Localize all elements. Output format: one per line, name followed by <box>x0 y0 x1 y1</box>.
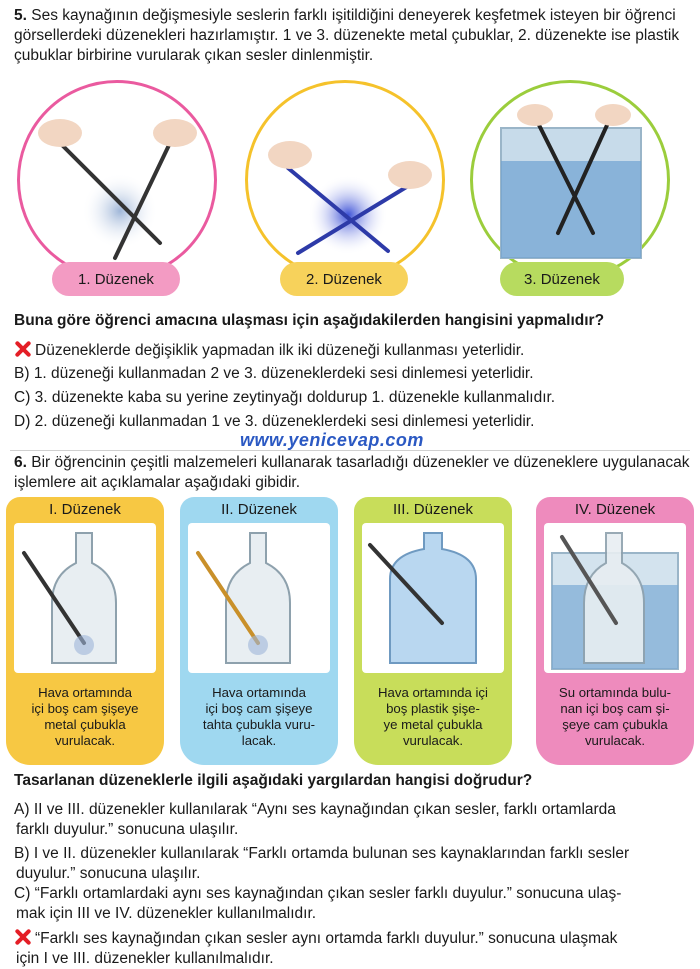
plastic-rods-illustration <box>248 83 442 277</box>
q5-option-a[interactable] <box>14 340 524 361</box>
glass-bottle-metal-rod-illustration <box>14 523 156 673</box>
setup-card-ii <box>180 497 338 765</box>
setup-2-label: 2. Düzenek <box>280 262 408 296</box>
desc-line: nan içi boş cam şi- <box>560 701 670 716</box>
setup-1-ring <box>17 80 217 280</box>
q5-stem: Buna göre öğrenci amacına ulaşması için aşağıdakilerden hangisini yapmalıdır? <box>14 312 605 329</box>
q5-option-c[interactable] <box>14 388 555 408</box>
q6-number: 6. <box>14 454 27 471</box>
cross-mark-icon <box>14 928 32 946</box>
plastic-bottle-metal-rod-illustration <box>362 523 504 673</box>
desc-line: vurulacak. <box>54 733 116 748</box>
setup-card-iii-title: III. Düzenek <box>392 501 474 518</box>
q6-option-b-mark: B) <box>14 845 30 862</box>
setup-card-iv-desc <box>540 685 690 749</box>
setup-card-iii <box>354 497 512 765</box>
q5-number: 5. <box>14 7 27 24</box>
q5-option-b-text: 1. düzeneği kullanmadan 2 ve 3. düzeneklerdeki sesi dinlemesi yeterlidir. <box>33 365 534 382</box>
cross-mark-icon <box>14 340 32 358</box>
q5-option-c-mark: C) <box>14 389 31 406</box>
q5-option-d-text: 2. düzeneği kullanmadan 1 ve 3. düzeneklerdeki sesi dinlemesi yeterlidir. <box>34 413 535 430</box>
q6-option-c[interactable] <box>14 884 621 924</box>
desc-line: Su ortamında bulu- <box>558 685 672 700</box>
q6-option-b-line1: I ve II. düzenekler kullanılarak “Farklı ortamda bulunan ses kaynaklarından farklı sesler <box>33 845 630 862</box>
q5-text <box>14 6 690 66</box>
setup-card-iv <box>536 497 694 765</box>
q5-option-b[interactable] <box>14 364 534 384</box>
desc-line: lacak. <box>241 733 277 748</box>
desc-line: şeye cam çubukla <box>562 717 668 732</box>
setup-card-ii-desc <box>184 685 334 749</box>
setup-3-label: 3. Düzenek <box>500 262 624 296</box>
q6-text <box>14 453 690 493</box>
q6-body: Bir öğrencinin çeşitli malzemeleri kullanarak tasarladığı düzenekler ve düzeneklere uygulanacak işlemlere ait açıklamalar aşağıdaki gibidir. <box>14 454 690 491</box>
q6-option-a[interactable] <box>14 800 616 840</box>
q5-option-c-text: 3. düzenekte kaba su yerine zeytinyağı doldurup 1. düzenekle kullanmalıdır. <box>34 389 556 406</box>
watermark-logo: www.yenicevap.com <box>240 430 424 450</box>
q6-stem: Tasarlanan düzeneklerle ilgili aşağıdaki yargılardan hangisi doğrudur? <box>14 772 533 789</box>
desc-line: Hava ortamında <box>38 685 132 700</box>
q6-option-d[interactable] <box>14 928 617 969</box>
setup-3-ring <box>470 80 670 280</box>
desc-line: boş plastik şişe- <box>386 701 480 716</box>
question-divider <box>10 450 690 451</box>
metal-rods-illustration <box>20 83 214 277</box>
q5-option-d[interactable] <box>14 412 534 432</box>
desc-line: ye metal çubukla <box>383 717 483 732</box>
q6-option-c-mark: C) <box>14 885 31 902</box>
q6-option-d-line1: “Farklı ses kaynağından çıkan sesler aynı ortamda farklı duyulur.” sonucuna ulaşmak <box>35 930 618 947</box>
q6-option-c-line2: mak için III ve IV. düzenekler kullanılmalıdır. <box>16 905 317 922</box>
water-tank-rods-illustration <box>473 83 667 277</box>
setup-card-i <box>6 497 164 765</box>
setup-1-label: 1. Düzenek <box>52 262 180 296</box>
desc-line: vurulacak. <box>402 733 464 748</box>
q5-option-a-text: Düzeneklerde değişiklik yapmadan ilk iki düzeneği kullanması yeterlidir. <box>35 342 525 359</box>
q6-option-d-line2: için I ve III. düzenekler kullanılmalıdır. <box>16 950 274 967</box>
q5-option-d-mark: D) <box>14 413 31 430</box>
setup-2-ring <box>245 80 445 280</box>
glass-bottle-in-water-illustration <box>544 523 686 673</box>
q6-option-a-mark: A) <box>14 801 30 818</box>
setup-card-i-desc <box>10 685 160 749</box>
q6-option-a-line1: II ve III. düzenekler kullanılarak “Aynı ses kaynağından çıkan sesler, farklı ortamlarda <box>33 801 616 818</box>
desc-line: metal çubukla <box>44 717 126 732</box>
setup-card-i-title: I. Düzenek <box>49 501 121 518</box>
desc-line: Hava ortamında <box>212 685 306 700</box>
glass-bottle-wooden-rod-illustration <box>188 523 330 673</box>
setup-card-iv-title: IV. Düzenek <box>574 501 656 518</box>
q6-option-b-line2: duyulur.” sonucuna ulaşılır. <box>16 865 201 882</box>
q5-body: Ses kaynağının değişmesiyle seslerin farklı işitildiğini deneyerek keşfetmek isteyen bir öğrenci görsellerdeki düzenekleri hazırlamıştır. 1 ve 3. düzenekte metal çubuklar, 2. düzenekte ise plastik çubuklar birbirine vurularak çıkan sesler dinlenmiştir. <box>14 7 680 64</box>
desc-line: tahta çubukla vuru- <box>202 717 316 732</box>
desc-line: içi boş cam şişeye <box>205 701 313 716</box>
q5-option-b-mark: B) <box>14 365 30 382</box>
setup-card-iii-desc <box>358 685 508 749</box>
desc-line: içi boş cam şişeye <box>31 701 139 716</box>
desc-line: Hava ortamında içi <box>378 685 488 700</box>
setup-card-ii-title: II. Düzenek <box>221 501 297 518</box>
q6-option-b[interactable] <box>14 844 629 884</box>
q6-option-c-line1: “Farklı ortamlardaki aynı ses kaynağından çıkan sesler farklı duyulur.” sonucuna ulaş- <box>34 885 622 902</box>
desc-line: vurulacak. <box>584 733 646 748</box>
q6-option-a-line2: farklı duyulur.” sonucuna ulaşılır. <box>16 821 239 838</box>
